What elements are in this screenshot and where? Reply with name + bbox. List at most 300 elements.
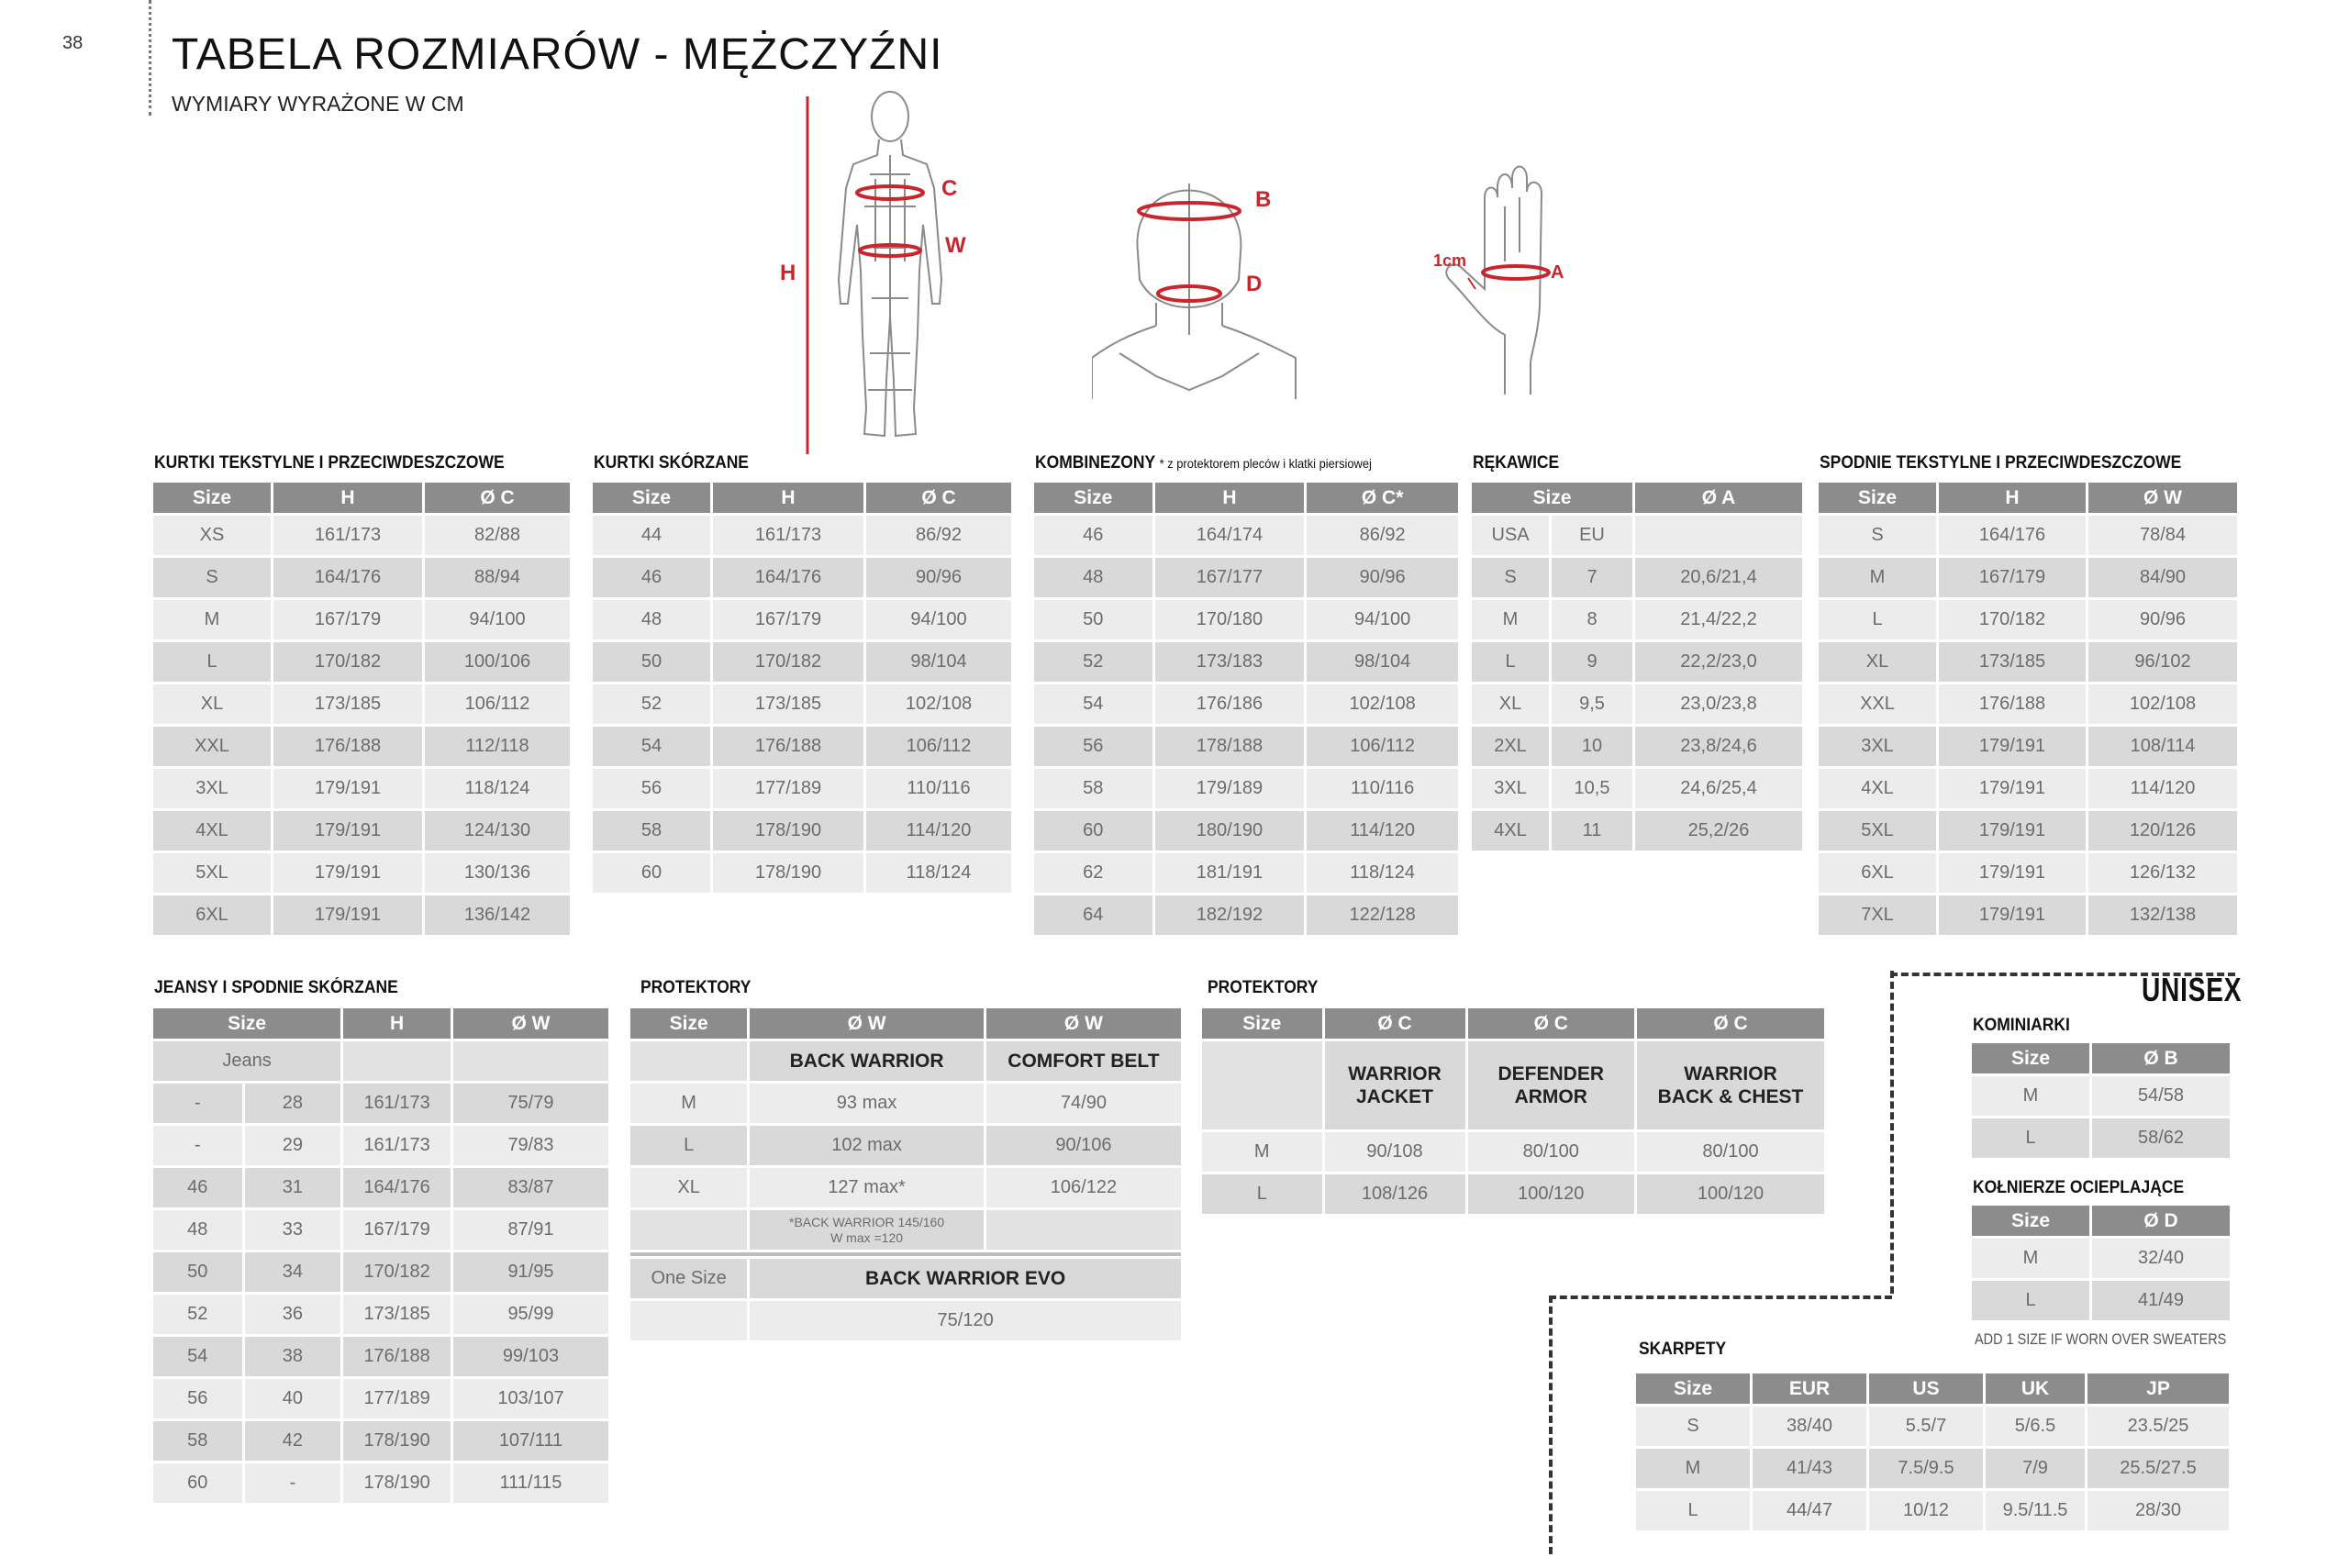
table-cell: 178/190 <box>343 1421 451 1461</box>
table-cell: L <box>1202 1174 1322 1214</box>
table-cell: 41/43 <box>1753 1449 1866 1488</box>
table-cell: 50 <box>153 1252 242 1292</box>
table-row <box>1972 1281 2230 1320</box>
col-header: Ø W <box>986 1008 1181 1039</box>
table-cell: 44/47 <box>1753 1491 1866 1530</box>
table-row <box>1472 684 1802 724</box>
unisex-border <box>1890 971 1894 1294</box>
table-cell: S <box>1472 558 1549 597</box>
table-cell: 179/191 <box>1939 769 2086 808</box>
table-row <box>1034 684 1458 724</box>
col-header: Size <box>1819 483 1936 513</box>
kominiarki-title: KOMINIARKI <box>1973 1016 2070 1035</box>
table-cell: 167/179 <box>273 600 422 639</box>
col-header: Size <box>1202 1008 1322 1039</box>
table-cell: 83/87 <box>453 1168 608 1207</box>
table-cell: 173/185 <box>273 684 422 724</box>
col-header: Size <box>1636 1373 1750 1404</box>
table-cell: 52 <box>593 684 710 724</box>
col-header: Ø A <box>1635 483 1802 513</box>
table-cell: 42 <box>245 1421 341 1461</box>
blank-cell <box>453 1041 608 1081</box>
table-row <box>1034 727 1458 766</box>
table-cell: 38/40 <box>1753 1407 1866 1446</box>
table-cell: 58/62 <box>2092 1118 2230 1158</box>
table-row <box>153 1084 608 1123</box>
table-row <box>1819 769 2237 808</box>
table-cell: 4XL <box>1472 811 1549 851</box>
table-cell: 64 <box>1034 895 1152 935</box>
protektory-1-table <box>628 1006 1184 1343</box>
table-cell: 54 <box>1034 684 1152 724</box>
kolnierze-title: KOŁNIERZE OCIEPLAJĄCE <box>1973 1178 2185 1197</box>
table-cell: XL <box>1819 642 1936 682</box>
table-cell: 179/191 <box>1939 811 2086 851</box>
table-cell: 161/173 <box>343 1084 451 1123</box>
table-cell: 93 max <box>750 1084 984 1123</box>
col-header: Size <box>1972 1206 2089 1236</box>
table-cell: 98/104 <box>1307 642 1458 682</box>
col-header: Ø C <box>1325 1008 1465 1039</box>
table-row <box>1972 1118 2230 1158</box>
table-row <box>593 516 1011 555</box>
table-cell: 5/6.5 <box>1986 1407 2085 1446</box>
product-line: ARMOR <box>1514 1086 1587 1107</box>
table-cell: 48 <box>593 600 710 639</box>
table-cell: 23,8/24,6 <box>1635 727 1802 766</box>
table-cell: 176/188 <box>713 727 863 766</box>
table-row <box>153 1252 608 1292</box>
col-header: UK <box>1986 1373 2085 1404</box>
table-cell: 9,5 <box>1552 684 1632 724</box>
table-cell: 50 <box>593 642 710 682</box>
col-header: Size <box>1472 483 1632 513</box>
col-header: Ø D <box>2092 1206 2230 1236</box>
table-cell: 21,4/22,2 <box>1635 600 1802 639</box>
table-cell: 181/191 <box>1155 853 1305 893</box>
table-cell: 90/96 <box>1307 558 1458 597</box>
table-row <box>153 1421 608 1461</box>
table-cell: 170/180 <box>1155 600 1305 639</box>
col-header: US <box>1869 1373 1983 1404</box>
kurtki-tekstylne-table <box>150 480 573 938</box>
table-cell: 167/179 <box>713 600 863 639</box>
table-cell: 99/103 <box>453 1337 608 1376</box>
table-cell: 179/191 <box>1939 853 2086 893</box>
table-cell: 170/182 <box>273 642 422 682</box>
table-cell: - <box>153 1084 242 1123</box>
table-cell: 54 <box>153 1337 242 1376</box>
table-cell: 10 <box>1552 727 1632 766</box>
table-cell: 90/96 <box>2088 600 2237 639</box>
protektory-2-title: PROTEKTORY <box>1208 978 1319 997</box>
table-cell: 10/12 <box>1869 1491 1983 1530</box>
table-cell: 74/90 <box>986 1084 1181 1123</box>
spodnie-tekstylne-title: SPODNIE TEKSTYLNE I PRZECIWDESZCZOWE <box>1820 453 2182 473</box>
table-cell: 58 <box>1034 769 1152 808</box>
table-cell: 86/92 <box>866 516 1011 555</box>
table-cell: M <box>1472 600 1549 639</box>
table-cell: 24,6/25,4 <box>1635 769 1802 808</box>
col-header: Ø C* <box>1307 483 1458 513</box>
table-cell: 8 <box>1552 600 1632 639</box>
table-cell: 102/108 <box>2088 684 2237 724</box>
table-row <box>593 811 1011 851</box>
table-cell: 111/115 <box>453 1463 608 1503</box>
table-cell: M <box>1972 1239 2089 1278</box>
page-title: TABELA ROZMIARÓW - MĘŻCZYŹNI <box>172 30 943 79</box>
table-cell: 170/182 <box>343 1252 451 1292</box>
table-cell: 114/120 <box>2088 769 2237 808</box>
table-cell: 179/191 <box>273 811 422 851</box>
table-cell: One Size <box>630 1259 747 1298</box>
product-back-warrior: BACK WARRIOR <box>750 1041 984 1081</box>
table-cell: 118/124 <box>1307 853 1458 893</box>
table-row <box>1972 1239 2230 1278</box>
table-cell: 46 <box>1034 516 1152 555</box>
table-cell: 130/136 <box>425 853 570 893</box>
table-row <box>153 1337 608 1376</box>
col-header: Size <box>1972 1043 2089 1073</box>
col-header: Size <box>1034 483 1152 513</box>
label-h: H <box>780 261 796 285</box>
col-header: Size <box>153 483 271 513</box>
col-header: Size <box>593 483 710 513</box>
kombinezony-table <box>1031 480 1461 938</box>
table-cell: 94/100 <box>1307 600 1458 639</box>
table-cell: L <box>1819 600 1936 639</box>
table-row <box>1472 811 1802 851</box>
table-cell: 32/40 <box>2092 1239 2230 1278</box>
table-cell: 60 <box>1034 811 1152 851</box>
table-cell: 161/173 <box>343 1126 451 1165</box>
table-cell: 173/185 <box>1939 642 2086 682</box>
kombinezony-title <box>1035 453 1372 473</box>
table-cell: 106/112 <box>1307 727 1458 766</box>
table-cell: 179/191 <box>273 769 422 808</box>
hand-measure-figure <box>1413 151 1652 399</box>
table-row <box>1034 558 1458 597</box>
table-cell: XXL <box>1819 684 1936 724</box>
table-cell: 20,6/21,4 <box>1635 558 1802 597</box>
table-cell: L <box>630 1126 747 1165</box>
table-cell: - <box>245 1463 341 1503</box>
table-cell: 103/107 <box>453 1379 608 1418</box>
col-header: EUR <box>1753 1373 1866 1404</box>
spodnie-tekstylne-table <box>1816 480 2240 938</box>
table-cell: 23.5/25 <box>2087 1407 2229 1446</box>
table-row <box>1472 558 1802 597</box>
table-cell: 106/122 <box>986 1168 1181 1207</box>
table-row <box>153 1210 608 1250</box>
table-cell: 2XL <box>1472 727 1549 766</box>
table-cell: 90/106 <box>986 1126 1181 1165</box>
table-cell: 6XL <box>1819 853 1936 893</box>
table-row <box>153 1463 608 1503</box>
table-cell: - <box>153 1126 242 1165</box>
table-cell: 56 <box>1034 727 1152 766</box>
table-cell: XL <box>1472 684 1549 724</box>
table-cell: S <box>153 558 271 597</box>
table-cell: 52 <box>153 1295 242 1334</box>
table-cell: 29 <box>245 1126 341 1165</box>
table-cell: 106/112 <box>866 727 1011 766</box>
table-row <box>153 684 570 724</box>
table-row <box>153 853 570 893</box>
product-line: DEFENDER <box>1497 1063 1605 1084</box>
table-cell: 82/88 <box>425 516 570 555</box>
table-cell: 75/79 <box>453 1084 608 1123</box>
table-cell: 110/116 <box>866 769 1011 808</box>
table-cell: 7/9 <box>1986 1449 2085 1488</box>
kombinezony-rows <box>1034 516 1458 935</box>
table-row <box>153 600 570 639</box>
table-row <box>1636 1407 2229 1446</box>
page-subtitle: WYMIARY WYRAŻONE W CM <box>172 92 464 116</box>
table-cell: 177/189 <box>343 1379 451 1418</box>
table-cell: L <box>1972 1118 2089 1158</box>
table-cell: 100/120 <box>1637 1174 1824 1214</box>
table-row <box>1636 1491 2229 1530</box>
table-cell: 112/118 <box>425 727 570 766</box>
table-cell: 180/190 <box>1155 811 1305 851</box>
table-row <box>593 727 1011 766</box>
col-header: Ø C <box>425 483 570 513</box>
blank-cell <box>986 1210 1181 1250</box>
table-row <box>1472 642 1802 682</box>
table-cell: 40 <box>245 1379 341 1418</box>
blank-cell <box>1635 516 1802 555</box>
table-cell: 25,2/26 <box>1635 811 1802 851</box>
col-header: H <box>1939 483 2086 513</box>
kombinezony-note: * z protektorem pleców i klatki piersiowej <box>1159 456 1372 471</box>
blank-cell <box>1202 1041 1322 1129</box>
table-cell: 88/94 <box>425 558 570 597</box>
table-cell: 100/120 <box>1468 1174 1635 1214</box>
table-row <box>153 727 570 766</box>
table-cell: 4XL <box>153 811 271 851</box>
table-row <box>593 684 1011 724</box>
table-cell: M <box>1202 1132 1322 1172</box>
table-cell: L <box>1636 1491 1750 1530</box>
kurtki-skorzane-table <box>590 480 1014 895</box>
table-row <box>1472 600 1802 639</box>
kominiarki-table <box>1969 1040 2232 1161</box>
label-d: D <box>1246 272 1263 296</box>
jeansy-rows <box>153 1084 608 1503</box>
kurtki-tekstylne-rows <box>153 516 570 935</box>
skarpety-table <box>1633 1371 2232 1533</box>
table-cell: 177/189 <box>713 769 863 808</box>
col-header: JP <box>2087 1373 2229 1404</box>
table-cell: 94/100 <box>866 600 1011 639</box>
table-cell: 176/186 <box>1155 684 1305 724</box>
table-cell: M <box>630 1084 747 1123</box>
table-cell: 100/106 <box>425 642 570 682</box>
jeansy-table <box>150 1006 611 1506</box>
table-cell: 178/190 <box>713 853 863 893</box>
rekawice-title: RĘKAWICE <box>1473 453 1560 473</box>
table-cell: 5.5/7 <box>1869 1407 1983 1446</box>
table-cell: M <box>153 600 271 639</box>
kurtki-skorzane-title: KURTKI SKÓRZANE <box>594 453 749 473</box>
footnote-line: *BACK WARRIOR 145/160 <box>789 1214 945 1229</box>
table-cell: 75/120 <box>750 1301 1181 1340</box>
table-cell: 41/49 <box>2092 1281 2230 1320</box>
table-row <box>593 853 1011 893</box>
table-row <box>1819 642 2237 682</box>
table-cell: XL <box>630 1168 747 1207</box>
product-defender-armor <box>1468 1041 1635 1129</box>
table-cell: 90/108 <box>1325 1132 1465 1172</box>
table-row <box>1819 684 2237 724</box>
table-cell: 179/191 <box>1939 895 2086 935</box>
table-cell: 91/95 <box>453 1252 608 1292</box>
table-cell: L <box>1972 1281 2089 1320</box>
table-cell: 176/188 <box>1939 684 2086 724</box>
protektory-2-table <box>1199 1006 1827 1217</box>
table-cell: M <box>1972 1076 2089 1116</box>
blank-cell <box>630 1041 747 1081</box>
table-row <box>1034 600 1458 639</box>
table-cell: 98/104 <box>866 642 1011 682</box>
table-row <box>153 1126 608 1165</box>
table-row <box>1819 727 2237 766</box>
table-cell: 7XL <box>1819 895 1936 935</box>
table-cell: 108/114 <box>2088 727 2237 766</box>
table-cell: 173/183 <box>1155 642 1305 682</box>
col-header: Size <box>630 1008 747 1039</box>
table-cell: 22,2/23,0 <box>1635 642 1802 682</box>
table-cell: 164/176 <box>713 558 863 597</box>
table-row <box>1972 1076 2230 1116</box>
subheader-jeans: Jeans <box>153 1041 340 1081</box>
table-row <box>153 1379 608 1418</box>
table-cell: 102/108 <box>866 684 1011 724</box>
jeansy-title: JEANSY I SPODNIE SKÓRZANE <box>154 978 398 997</box>
table-cell: 56 <box>153 1379 242 1418</box>
table-cell: XS <box>153 516 271 555</box>
subheader-usa: USA <box>1472 516 1549 555</box>
product-back-warrior-evo: BACK WARRIOR EVO <box>750 1259 1181 1298</box>
table-cell: 9 <box>1552 642 1632 682</box>
label-b: B <box>1255 187 1272 212</box>
table-cell: 6XL <box>153 895 271 935</box>
table-cell: 179/191 <box>1939 727 2086 766</box>
table-cell: 173/185 <box>713 684 863 724</box>
kurtki-tekstylne-title: KURTKI TEKSTYLNE I PRZECIWDESZCZOWE <box>154 453 505 473</box>
table-cell: 114/120 <box>1307 811 1458 851</box>
table-row <box>1819 853 2237 893</box>
dotted-divider <box>149 0 151 116</box>
table-cell: 28/30 <box>2087 1491 2229 1530</box>
skarpety-rows <box>1636 1407 2229 1530</box>
table-cell: 161/173 <box>713 516 863 555</box>
table-row <box>593 600 1011 639</box>
product-comfort-belt: COMFORT BELT <box>986 1041 1181 1081</box>
table-row <box>153 558 570 597</box>
table-row <box>1472 769 1802 808</box>
table-cell: 58 <box>593 811 710 851</box>
table-cell: 56 <box>593 769 710 808</box>
footnote-cell <box>750 1210 984 1250</box>
table-cell: 124/130 <box>425 811 570 851</box>
col-header: Ø C <box>866 483 1011 513</box>
table-cell: 46 <box>593 558 710 597</box>
table-row <box>1819 600 2237 639</box>
table-cell: 80/100 <box>1637 1132 1824 1172</box>
table-cell: 11 <box>1552 811 1632 851</box>
unisex-label: UNISEX <box>2142 971 2243 1008</box>
table-cell: 110/116 <box>1307 769 1458 808</box>
table-row <box>153 1168 608 1207</box>
table-cell: 10,5 <box>1552 769 1632 808</box>
table-row <box>153 895 570 935</box>
table-cell: 136/142 <box>425 895 570 935</box>
table-row <box>1034 516 1458 555</box>
table-cell: 5XL <box>153 853 271 893</box>
table-cell: 78/84 <box>2088 516 2237 555</box>
table-cell: 106/112 <box>425 684 570 724</box>
label-w: W <box>945 233 966 258</box>
skarpety-title: SKARPETY <box>1639 1340 1727 1359</box>
table-cell: 94/100 <box>425 600 570 639</box>
table-cell: 48 <box>153 1210 242 1250</box>
table-cell: 95/99 <box>453 1295 608 1334</box>
table-cell: S <box>1636 1407 1750 1446</box>
table-cell: 25.5/27.5 <box>2087 1449 2229 1488</box>
table-cell: 36 <box>245 1295 341 1334</box>
table-row <box>1034 853 1458 893</box>
table-cell: 90/96 <box>866 558 1011 597</box>
body-measure-figure <box>762 87 1000 463</box>
table-cell: 179/189 <box>1155 769 1305 808</box>
table-cell: 102/108 <box>1307 684 1458 724</box>
rekawice-rows <box>1472 558 1802 851</box>
table-cell: 86/92 <box>1307 516 1458 555</box>
label-a: A <box>1551 262 1564 283</box>
table-row <box>153 811 570 851</box>
unisex-border <box>1549 1296 1892 1299</box>
table-cell: 52 <box>1034 642 1152 682</box>
table-row <box>1472 727 1802 766</box>
col-header: Ø C <box>1637 1008 1824 1039</box>
table-cell: 118/124 <box>866 853 1011 893</box>
table-row <box>1034 642 1458 682</box>
table-cell: XL <box>153 684 271 724</box>
col-header: Size <box>153 1008 340 1039</box>
table-cell: 170/182 <box>1939 600 2086 639</box>
table-row <box>153 1295 608 1334</box>
kominiarki-rows <box>1972 1076 2230 1158</box>
table-cell: 79/83 <box>453 1126 608 1165</box>
label-1cm: 1cm <box>1433 251 1467 270</box>
table-cell: 164/176 <box>273 558 422 597</box>
table-row <box>593 769 1011 808</box>
rekawice-table <box>1469 480 1805 853</box>
table-cell: 167/177 <box>1155 558 1305 597</box>
table-cell: 3XL <box>1819 727 1936 766</box>
col-header: H <box>273 483 422 513</box>
table-cell: 4XL <box>1819 769 1936 808</box>
table-cell: 87/91 <box>453 1210 608 1250</box>
table-cell: S <box>1819 516 1936 555</box>
kolnierze-caption: ADD 1 SIZE IF WORN OVER SWEATERS <box>1975 1330 2227 1348</box>
table-cell: 5XL <box>1819 811 1936 851</box>
table-cell: XXL <box>153 727 271 766</box>
head-measure-figure <box>1092 151 1330 399</box>
table-cell: 107/111 <box>453 1421 608 1461</box>
